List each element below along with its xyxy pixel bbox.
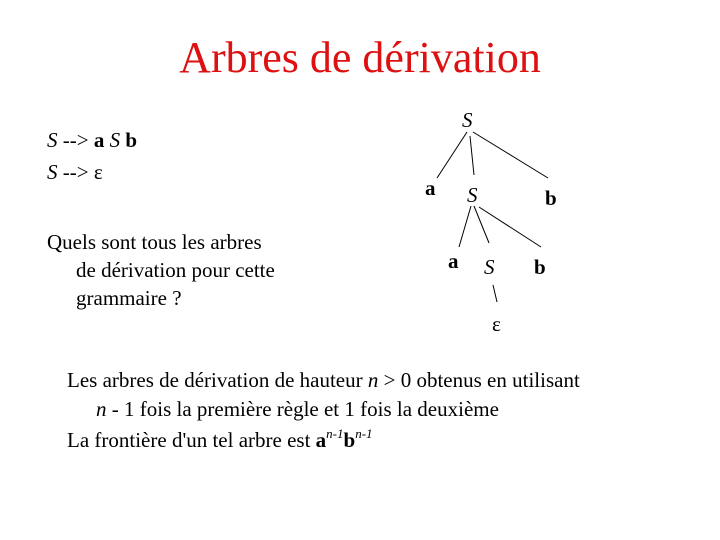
frontier-b: b	[343, 428, 356, 452]
rule1-terminal-a: a	[93, 128, 105, 152]
rule1-terminal-b: b	[125, 128, 138, 152]
frontier-b-exponent	[355, 426, 372, 441]
edge-s-eps	[493, 285, 497, 302]
tree-l2-s: S	[484, 255, 495, 279]
tree-l2-b: b	[534, 255, 546, 279]
edge-root-b	[473, 132, 548, 178]
tree-l3-epsilon: ε	[492, 312, 501, 336]
rule2-epsilon: ε	[93, 160, 103, 184]
rule2-lhs: S	[47, 160, 58, 184]
conclusion-line-1	[67, 368, 580, 393]
conclusion-1-text-a: Les arbres de dérivation de hauteur	[67, 368, 368, 392]
edge-root-s	[470, 136, 474, 175]
conclusion-1-text-b: > 0 obtenus en utilisant	[378, 368, 580, 392]
question-line-3: grammaire ?	[76, 286, 182, 310]
edge-s-a	[459, 206, 471, 247]
conclusion-3-text: La frontière d'un tel arbre est	[67, 428, 316, 452]
tree-l1-s: S	[467, 183, 478, 207]
frontier-a-exponent	[326, 426, 343, 441]
rule1-nonterminal-s: S	[109, 128, 121, 152]
frontier-b-exp-text: n-1	[355, 426, 373, 441]
tree-root: S	[462, 108, 473, 132]
rule1-lhs: S	[47, 128, 58, 152]
rule2-arrow: -->	[57, 160, 94, 184]
conclusion-2-text: - 1 fois la première règle et 1 fois la deuxième	[106, 397, 499, 421]
rule1-arrow: -->	[57, 128, 94, 152]
conclusion-line-3	[67, 428, 373, 453]
frontier-a: a	[315, 428, 327, 452]
conclusion-1-n: n	[367, 368, 379, 392]
tree-l2-a: a	[448, 249, 459, 273]
slide-title: Arbres de dérivation	[179, 33, 541, 82]
conclusion-line-2	[96, 397, 499, 422]
frontier-a-exp-text: n-1	[326, 426, 344, 441]
question-line-2: de dérivation pour cette	[76, 258, 275, 282]
question-line-1: Quels sont tous les arbres	[47, 230, 262, 254]
edge-root-a	[437, 132, 467, 178]
conclusion-2-n: n	[96, 397, 107, 421]
tree-l1-b: b	[545, 186, 557, 210]
tree-l1-a: a	[425, 176, 436, 200]
